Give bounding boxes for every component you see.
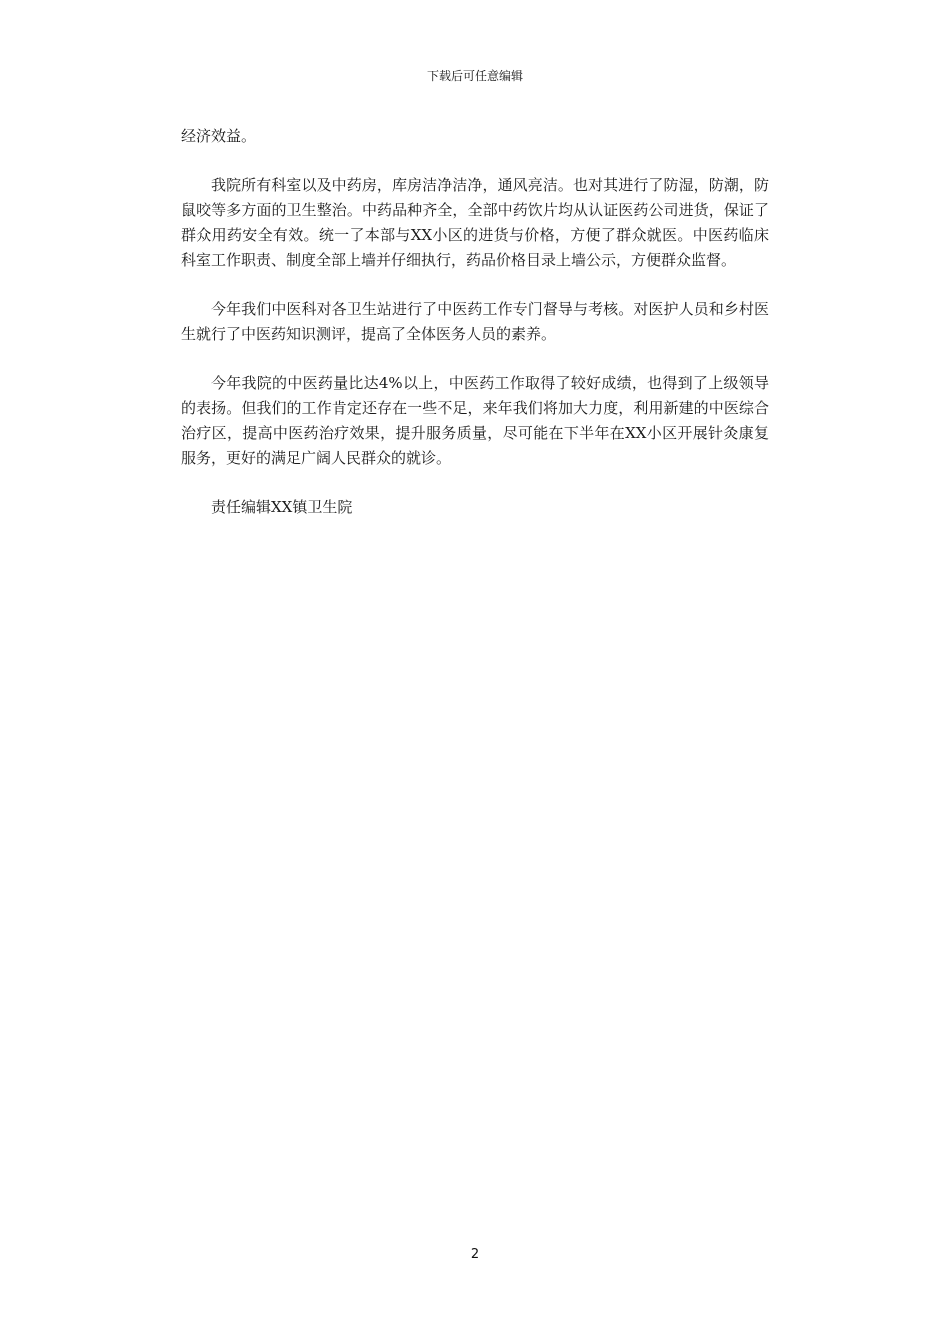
paragraph-editor-credit: 责任编辑XX镇卫生院	[211, 498, 353, 516]
paragraph-pharmacy-hygiene: 我院所有科室以及中药房，库房洁净洁净，通风亮洁。也对其进行了防湿，防潮，防鼠咬等多方面的卫生整治。中药品种齐全，全部中药饮片均从认证医药公司进货，保证了群众用药安全有效。统一了本部与XX小区的进货与价格，方便了群众就医。中医药临床科室工作职责、制度全部上墙并仔细执行，药品价格目录上墙公示，方便群众监督。	[181, 176, 769, 269]
paragraph-supervision: 今年我们中医科对各卫生站进行了中医药工作专门督导与考核。对医护人员和乡村医生就行了中医药知识测评，提高了全体医务人员的素养。	[181, 300, 769, 343]
paragraph-continuation: 经济效益。	[181, 127, 257, 145]
page-header: 下载后可任意编辑	[426, 69, 523, 83]
document-body	[181, 124, 769, 544]
page-number: 2	[470, 1247, 480, 1262]
paragraph-results-plans: 今年我院的中医药量比达4%以上，中医药工作取得了较好成绩，也得到了上级领导的表扬。但我们的工作肯定还存在一些不足，来年我们将加大力度，利用新建的中医综合治疗区，提高中医药治疗效果，提升服务质量，尽可能在下半年在XX小区开展针灸康复服务，更好的满足广阔人民群众的就诊。	[181, 374, 769, 467]
